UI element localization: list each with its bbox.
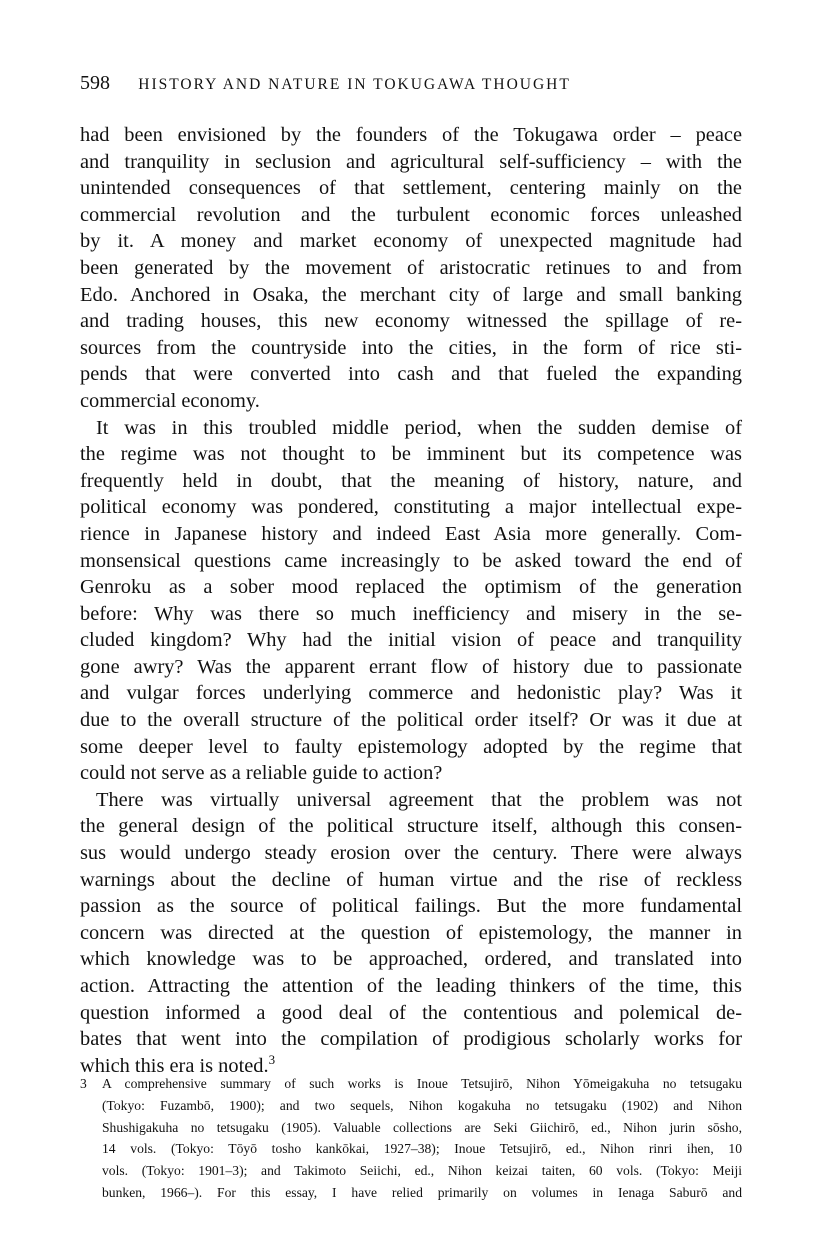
text-line-content: pends that were converted into cash and that fueled the expanding [80,363,742,386]
body-text [80,122,742,1079]
text-line-content: Edo. Anchored in Osaka, the merchant city of large and small banking [80,283,742,306]
text-line-content: been generated by the movement of aristocratic retinues to and from [80,256,742,279]
footnote-text: A comprehensive summary of such works is Inoue Tetsujirō, Nihon Yōmeigakuha no tetsugaku [102,1076,742,1091]
footnotes [80,1073,742,1204]
text-line-content: rience in Japanese history and indeed East Asia more generally. Com- [80,522,742,545]
text-line-content: warnings about the decline of human virtue and the rise of reckless [80,868,742,891]
text-line-content: which this era is noted. [80,1054,269,1077]
text-line [80,601,742,628]
text-line [80,734,742,761]
text-line [80,813,742,840]
text-line [80,335,742,362]
text-line-content: Genroku as a sober mood replaced the optimism of the generation [80,576,742,599]
text-line [80,228,742,255]
text-line-content: could not serve as a reliable guide to action? [80,762,443,785]
text-line [80,282,742,309]
text-line-content: and tranquility in seclusion and agricultural self-sufficiency – with the [80,150,742,173]
text-line [80,308,742,335]
text-line [80,388,742,415]
text-line [80,149,742,176]
text-line-content: sources from the countryside into the cities, in the form of rice sti- [80,336,742,359]
text-line-content: unintended consequences of that settlement, centering mainly on the [80,177,742,200]
text-line-content: gone awry? Was the apparent errant flow of history due to passionate [80,655,742,678]
text-line-content: the general design of the political structure itself, although this consen- [80,815,742,838]
text-line [80,946,742,973]
text-line-content: the regime was not thought to be imminent but its competence was [80,443,742,466]
text-line [80,893,742,920]
text-line-content: concern was directed at the question of epistemology, the manner in [80,921,742,944]
text-line-content: commercial economy. [80,389,260,412]
footnote-line [80,1073,742,1095]
text-line [80,548,742,575]
text-line [80,415,742,442]
text-line [80,867,742,894]
text-line [80,680,742,707]
text-line [80,521,742,548]
text-line [80,1000,742,1027]
text-line-content: cluded kingdom? Why had the initial vision of peace and tranquility [80,629,742,652]
text-line [80,494,742,521]
text-line-content: and vulgar forces underlying commerce and hedonistic play? Was it [80,682,742,705]
text-line [80,760,742,787]
text-line-content: due to the overall structure of the political order itself? Or was it due at [80,709,742,732]
text-line [80,255,742,282]
text-line-content: There was virtually universal agreement that the problem was not [96,788,742,811]
page-number: 598 [80,72,110,94]
running-head [80,72,742,100]
text-line [80,122,742,149]
footnote-line: vols. (Tokyo: 1901–3); and Takimoto Seiichi, ed., Nihon keizai taiten, 60 vols. (Tokyo: Meiji [102,1163,742,1179]
text-line-content: which knowledge was to be approached, ordered, and translated into [80,948,742,971]
text-line-content: by it. A money and market economy of unexpected magnitude had [80,230,742,253]
footnote-number: 3 [80,1076,87,1091]
text-line [80,1026,742,1053]
text-line [80,175,742,202]
footnote-line: bunken, 1966–). For this essay, I have relied primarily on volumes in Ienaga Saburō and [102,1184,742,1200]
text-line-content: It was in this troubled middle period, when the sudden demise of [96,416,742,439]
text-line [80,361,742,388]
text-line-content: frequently held in doubt, that the meaning of history, nature, and [80,469,742,492]
text-line-content: monsensical questions came increasingly to be asked toward the end of [80,549,742,572]
footnote-line: 14 vols. (Tokyo: Tōyō tosho kankōkai, 1927–38); Inoue Tetsujirō, ed., Nihon rinri ihen, 10 [102,1141,742,1157]
text-line-content: some deeper level to faulty epistemology adopted by the regime that [80,735,742,758]
text-line-content: passion as the source of political failings. But the more fundamental [80,895,742,918]
text-line-content: had been envisioned by the founders of the Tokugawa order – peace [80,124,742,146]
text-line [80,202,742,229]
text-line [80,707,742,734]
text-line-content: sus would undergo steady erosion over the century. There were always [80,842,742,865]
text-line-content: before: Why was there so much inefficiency and misery in the se- [80,602,742,625]
text-line-content: and trading houses, this new economy witnessed the spillage of re- [80,310,742,333]
text-line [80,627,742,654]
text-line [80,920,742,947]
footnote-marker[interactable]: 3 [268,1051,276,1067]
footnote-line: (Tokyo: Fuzambō, 1900); and two sequels, Nihon kogakuha no tetsugaku (1902) and Nihon [102,1097,742,1113]
text-line-content: commercial revolution and the turbulent economic forces unleashed [80,203,742,226]
text-line [80,468,742,495]
text-line-content: question informed a good deal of the contentious and polemical de- [80,1001,742,1024]
text-line-content: bates that went into the compilation of prodigious scholarly works for [80,1028,742,1051]
text-line [80,840,742,867]
text-line [80,973,742,1000]
text-line-content: action. Attracting the attention of the leading thinkers of the time, this [80,975,742,997]
running-title: HISTORY AND NATURE IN TOKUGAWA THOUGHT [138,76,571,93]
text-line-content: political economy was pondered, constituting a major intellectual expe- [80,496,742,519]
text-line [80,654,742,681]
text-line [80,574,742,601]
text-line [80,787,742,814]
footnote-line: Shushigakuha no tetsugaku (1905). Valuable collections are Seki Giichirō, ed., Nihon jurin sōsho, [102,1119,742,1135]
text-line [80,441,742,468]
